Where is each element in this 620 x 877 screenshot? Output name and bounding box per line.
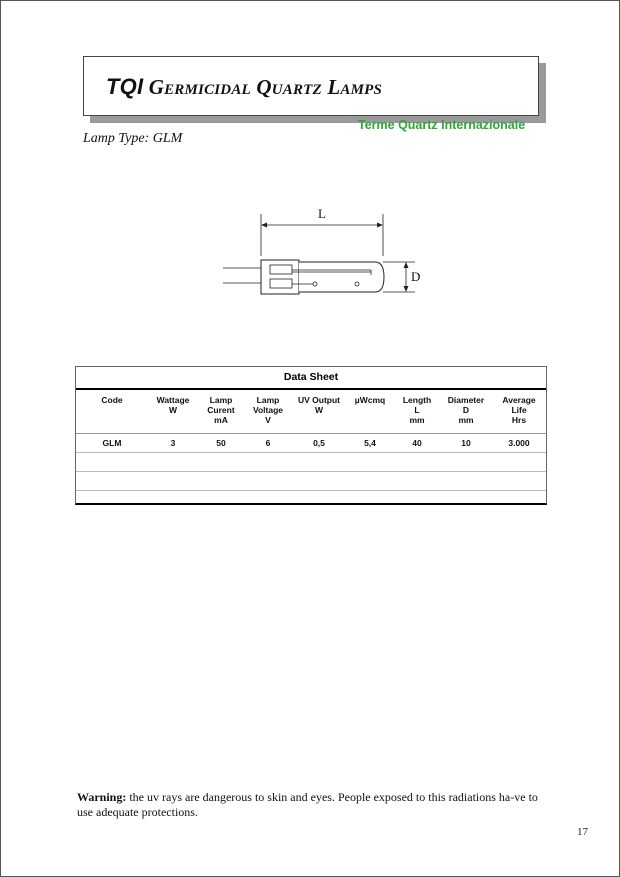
table-row-empty	[76, 453, 546, 472]
diameter-arrow-top	[404, 262, 409, 268]
table-cell-wattage: 3	[170, 438, 176, 448]
table-cell-voltage: 6	[265, 438, 271, 448]
page-title	[106, 74, 382, 100]
warning-note	[77, 790, 542, 820]
lamp-dimension-diagram	[215, 198, 435, 313]
table-header-row	[76, 390, 546, 434]
table-cell-life: 3.000	[508, 438, 530, 448]
table-row-empty	[76, 491, 546, 509]
diameter-arrow-bottom	[404, 286, 409, 292]
column-header: Length L mm	[402, 395, 432, 425]
warning-label: Warning:	[77, 790, 127, 804]
base-contact-bottom	[270, 279, 292, 288]
title-box	[83, 56, 539, 116]
length-arrow-right	[377, 223, 383, 228]
warning-text: the uv rays are dangerous to skin and eyes. People exposed to this radiations ha-ve to use adequate protections.	[77, 790, 538, 819]
column-header: Diameter D mm	[447, 395, 485, 425]
table-row-empty	[76, 472, 546, 491]
length-label: L	[318, 206, 326, 221]
title-brand: TQI	[106, 74, 144, 99]
base-contact-top	[270, 265, 292, 274]
company-tagline: Terme Quartz Internazionale	[358, 118, 526, 132]
column-header: Wattage W	[156, 395, 190, 415]
table-cell-current: 50	[216, 438, 226, 448]
table-cell-diameter: 10	[461, 438, 471, 448]
length-arrow-left	[261, 223, 267, 228]
data-sheet-title: Data Sheet	[76, 367, 546, 390]
table-row	[76, 434, 546, 453]
column-header: Lamp Voltage V	[252, 395, 284, 425]
table-cell-uwcmq: 5,4	[364, 438, 376, 448]
table-cell-length: 40	[412, 438, 422, 448]
quartz-tube	[299, 262, 384, 292]
data-sheet-table	[75, 366, 547, 505]
column-header: µWcmq	[354, 395, 386, 405]
title-small-caps: Germicidal Quartz Lamps	[148, 75, 383, 99]
diameter-label: D	[411, 269, 421, 284]
table-cell-uv-output: 0,5	[313, 438, 325, 448]
column-header: Code	[101, 395, 123, 405]
table-cell-code: GLM	[102, 438, 122, 448]
column-header: UV Output W	[297, 395, 341, 415]
column-header: Lamp Curent mA	[207, 395, 235, 425]
page-number: 17	[577, 826, 588, 838]
column-header: Average Life Hrs	[502, 395, 536, 425]
lamp-type-label: Lamp Type: GLM	[83, 131, 183, 146]
